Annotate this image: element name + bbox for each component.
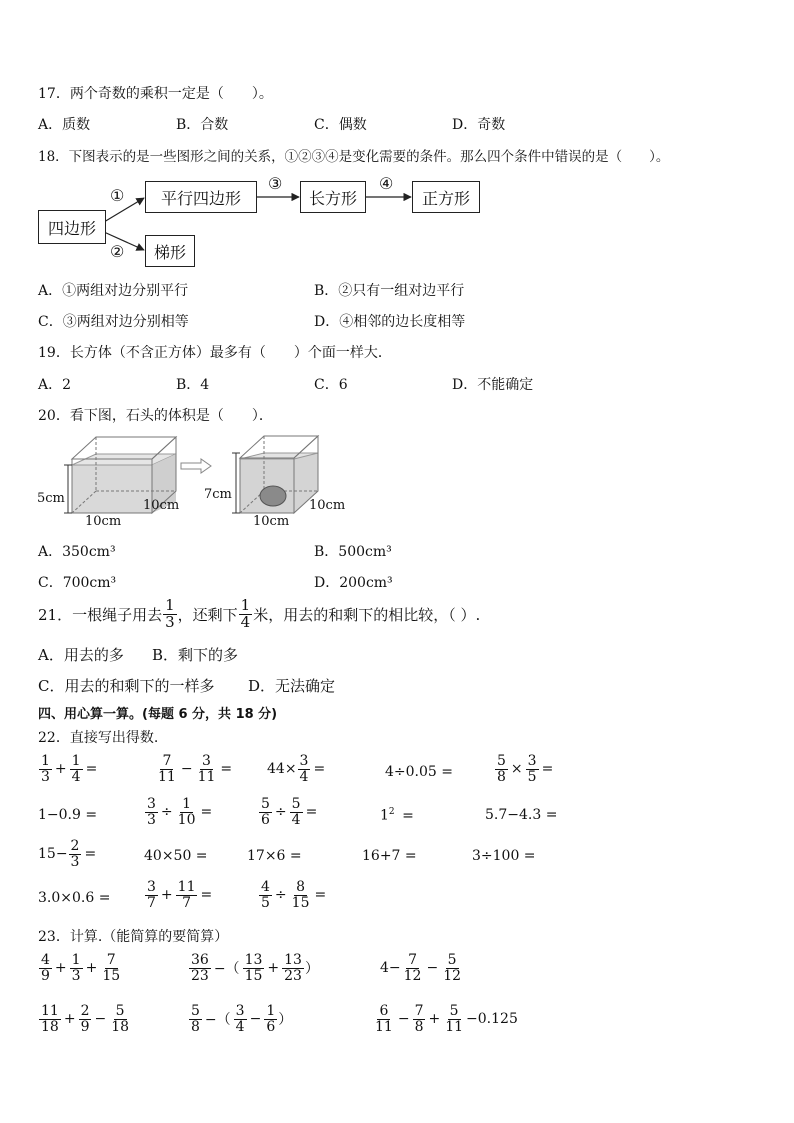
operator: −（: [213, 961, 240, 978]
operator: −: [180, 761, 193, 778]
fraction: [243, 953, 265, 983]
compute-4: [38, 1004, 132, 1034]
q19-stem: 19．长方体（不含正方体）最多有（ ）个面一样大．: [38, 345, 392, 361]
q19-option-c: C．6: [314, 377, 348, 393]
fraction: [298, 754, 311, 784]
cube1-depth: 10cm: [143, 498, 180, 513]
numerator: 3: [147, 796, 156, 812]
denominator: 15: [244, 967, 263, 984]
denominator: 5: [527, 768, 537, 785]
fraction: [290, 880, 312, 910]
q18-option-c: C．③两组对边分别相等: [38, 314, 189, 330]
fraction: [39, 754, 52, 784]
numerator: 11: [177, 879, 196, 895]
denominator: 7: [147, 894, 156, 911]
label-2: ②: [110, 242, 125, 261]
calc-8: [258, 797, 319, 827]
fraction: [264, 1004, 277, 1034]
denominator: 11: [158, 768, 176, 785]
cube2-width: 10cm: [253, 514, 290, 529]
q21-stem-a: 21．一根绳子用去: [38, 605, 163, 624]
label-4: ④: [379, 174, 394, 193]
q21-option-b: B．剩下的多: [152, 646, 239, 664]
q18-option-d: D．④相邻的边长度相等: [314, 314, 466, 330]
operator: +: [54, 960, 67, 977]
denominator: 11: [197, 768, 216, 785]
fraction: [259, 880, 272, 910]
denominator: 4: [71, 768, 81, 785]
fraction: [156, 754, 178, 784]
calc-17: [144, 880, 214, 910]
calc-2: [155, 754, 234, 784]
numerator: 6: [379, 1003, 389, 1019]
calc-4: 4÷0.05 =: [385, 764, 453, 780]
numerator: 7: [106, 952, 116, 968]
q18-stem: 18．下图表示的是一些图形之间的关系，①②③④是变化需要的条件。那么四个条件中错误的是（ ）。: [38, 149, 670, 165]
fraction: [176, 880, 198, 910]
fraction: [69, 839, 82, 869]
box-quadrilateral: 四边形: [38, 210, 106, 244]
numerator: 3: [235, 1003, 245, 1019]
box-parallelogram: 平行四边形: [145, 181, 257, 213]
calc-5: [494, 754, 555, 784]
numerator: 11: [41, 1003, 59, 1019]
fraction: [176, 797, 198, 827]
denominator: 3: [41, 768, 50, 785]
operator: =: [305, 804, 318, 821]
calc-1: [38, 754, 99, 784]
numerator: 3: [527, 753, 537, 769]
fraction: [373, 1004, 395, 1034]
q20-option-d: D．200cm³: [314, 575, 393, 591]
denominator: 12: [403, 967, 422, 984]
calc-15: 3÷100 =: [472, 848, 536, 864]
fraction: [39, 1004, 61, 1034]
numerator: 2: [80, 1003, 90, 1019]
calc-12: 40×50 =: [144, 848, 208, 864]
section-4-title: 四、用心算一算。(每题 6 分，共 18 分): [38, 707, 278, 722]
denominator: 9: [41, 967, 50, 984]
q18-option-a: A．①两组对边分别平行: [38, 283, 189, 299]
q17-option-d: D．奇数: [452, 117, 506, 133]
calc-16: 3.0×0.6 =: [38, 890, 111, 906]
numerator: 1: [182, 796, 192, 812]
denominator: 6: [261, 811, 270, 828]
denominator: 11: [375, 1018, 393, 1035]
numerator: 7: [162, 753, 172, 769]
q21-stem-b: ，还剩下: [177, 605, 238, 624]
q19-option-b: B．4: [176, 377, 210, 393]
denominator: 18: [41, 1018, 59, 1035]
denominator: 5: [261, 894, 270, 911]
denominator: 3: [165, 612, 175, 631]
operator: −: [249, 1011, 262, 1028]
q17-option-c: C．偶数: [314, 117, 367, 133]
q21-option-a: A．用去的多: [38, 646, 124, 664]
numerator: 5: [191, 1003, 200, 1019]
denominator: 7: [182, 894, 192, 911]
operator: +: [160, 887, 173, 904]
fraction: [441, 953, 463, 983]
fraction: [189, 953, 211, 983]
fraction: [100, 953, 122, 983]
fraction: [443, 1004, 465, 1034]
denominator: 12: [443, 967, 462, 984]
numerator: 8: [296, 879, 306, 895]
denominator: 23: [191, 967, 209, 984]
denominator: 15: [102, 967, 121, 984]
denominator: 8: [497, 768, 506, 785]
cube2-depth: 10cm: [309, 498, 346, 513]
numerator: 5: [447, 952, 457, 968]
box-square: 正方形: [412, 181, 480, 213]
operator: ÷: [274, 887, 287, 904]
q22-stem: 22．直接写出得数.: [38, 730, 159, 746]
operator: −（: [204, 1012, 231, 1029]
operator: ÷: [160, 804, 173, 821]
operator: =: [313, 761, 326, 778]
operator: 4−: [380, 960, 401, 977]
q20-figure: [0, 0, 794, 560]
fraction: [79, 1004, 92, 1034]
calc-18: [258, 880, 328, 910]
operator: =: [314, 887, 327, 904]
numerator: 3: [299, 753, 309, 769]
q19-option-d: D．不能确定: [452, 377, 534, 393]
q21-stem: [38, 598, 480, 631]
operator: ÷: [274, 804, 287, 821]
fraction: [495, 754, 508, 784]
operator: −: [94, 1011, 107, 1028]
q17-option-a: A．质数: [38, 117, 91, 133]
denominator: 11: [445, 1018, 464, 1035]
calc-11: [38, 839, 98, 869]
calc-9: $1^2$ =: [380, 807, 414, 824]
fraction: [70, 953, 83, 983]
operator: =: [85, 761, 98, 778]
calc-10: 5.7−4.3 =: [485, 807, 558, 823]
compute-6: [372, 1004, 518, 1034]
denominator: 10: [177, 811, 196, 828]
operator: +: [54, 761, 67, 778]
operator: +: [63, 1011, 76, 1028]
denominator: 4: [235, 1018, 245, 1035]
operator: +: [85, 960, 98, 977]
numerator: 7: [408, 952, 418, 968]
denominator: 4: [299, 768, 309, 785]
fraction: [145, 880, 158, 910]
denominator: 23: [284, 967, 302, 984]
operator: =: [84, 846, 97, 863]
numerator: 1: [41, 753, 50, 769]
numerator: 1: [71, 753, 81, 769]
denominator: 3: [70, 853, 80, 870]
cube1-height: 5cm: [37, 491, 65, 506]
operator: 44×: [267, 761, 297, 778]
operator: −0.125: [466, 1011, 518, 1028]
fraction: [259, 797, 272, 827]
denominator: 8: [414, 1018, 424, 1035]
numerator: 5: [497, 753, 506, 769]
q23-stem: 23．计算.（能简算的要简算）: [38, 929, 229, 945]
calc-14: 16+7 =: [362, 848, 417, 864]
fraction: [189, 1004, 202, 1034]
numerator: 3: [202, 753, 211, 769]
numerator: 13: [244, 952, 263, 968]
numerator: 7: [414, 1003, 424, 1019]
fraction: [70, 754, 83, 784]
fraction: [163, 598, 177, 631]
fraction: [282, 953, 304, 983]
operator: =: [200, 887, 213, 904]
calc-13: 17×6 =: [247, 848, 302, 864]
q21-option-c: C．用去的和剩下的一样多: [38, 677, 215, 695]
operator: −: [426, 960, 439, 977]
denominator: 18: [111, 1018, 130, 1035]
box-rectangle: 长方形: [300, 181, 366, 213]
box-trapezoid: 梯形: [145, 235, 195, 267]
numerator: 5: [291, 796, 301, 812]
fraction: [402, 953, 424, 983]
operator: +: [428, 1011, 441, 1028]
denominator: 9: [80, 1018, 90, 1035]
numerator: 1: [240, 596, 251, 614]
fraction: [145, 797, 158, 827]
fraction: [239, 598, 253, 631]
operator: 15−: [38, 846, 68, 863]
numerator: 5: [261, 796, 270, 812]
calc-6: 1−0.9 =: [38, 807, 98, 823]
operator: −: [397, 1011, 410, 1028]
numerator: 5: [449, 1003, 459, 1019]
operator: ）: [278, 1012, 293, 1029]
q19-option-a: A．2: [38, 377, 72, 393]
numerator: 1: [165, 596, 175, 614]
denominator: 15: [291, 894, 310, 911]
q20-option-b: B．500cm³: [314, 544, 392, 560]
numerator: 5: [115, 1003, 125, 1019]
operator: +: [267, 960, 280, 977]
compute-5: [188, 1004, 292, 1034]
fraction: [39, 953, 52, 983]
denominator: 8: [191, 1018, 200, 1035]
fraction: [413, 1004, 426, 1034]
compute-2: [188, 953, 319, 983]
cube1-width: 10cm: [85, 514, 122, 529]
numerator: 13: [284, 952, 302, 968]
q21-option-d: D．无法确定: [248, 677, 336, 695]
q18-option-b: B．②只有一组对边平行: [314, 283, 465, 299]
q17-option-b: B．合数: [176, 117, 229, 133]
q21-stem-c: 米，用去的和剩下的相比较，（ ）.: [253, 605, 481, 624]
denominator: 6: [266, 1018, 276, 1035]
denominator: 3: [147, 811, 156, 828]
q20-option-a: A．350cm³: [38, 544, 116, 560]
calc-7: [144, 797, 214, 827]
numerator: 1: [266, 1003, 276, 1019]
compute-1: [38, 953, 123, 983]
operator: ）: [304, 961, 319, 978]
stone: [260, 486, 286, 506]
fraction: [109, 1004, 131, 1034]
cube2-height: 7cm: [204, 487, 232, 502]
denominator: 3: [71, 967, 81, 984]
hollow-arrow-icon: [181, 459, 211, 473]
numerator: 2: [70, 838, 80, 854]
operator: ×: [510, 761, 523, 778]
label-3: ③: [268, 174, 283, 193]
operator: =: [200, 804, 213, 821]
denominator: 4: [240, 612, 251, 631]
fraction: [234, 1004, 247, 1034]
numerator: 4: [261, 879, 270, 895]
q20-option-c: C．700cm³: [38, 575, 117, 591]
numerator: 4: [41, 952, 50, 968]
q20-stem: 20．看下图，石头的体积是（ ）．: [38, 408, 273, 424]
q17-stem: 17．两个奇数的乘积一定是（ ）。: [38, 86, 273, 102]
operator: =: [220, 761, 233, 778]
operator: =: [541, 761, 554, 778]
fraction: [290, 797, 303, 827]
label-1: ①: [110, 186, 125, 205]
denominator: 4: [291, 811, 301, 828]
numerator: 3: [147, 879, 156, 895]
compute-3: [380, 953, 464, 983]
fraction: [196, 754, 218, 784]
calc-3: [267, 754, 327, 784]
numerator: 36: [191, 952, 209, 968]
fraction: [526, 754, 539, 784]
numerator: 1: [71, 952, 81, 968]
